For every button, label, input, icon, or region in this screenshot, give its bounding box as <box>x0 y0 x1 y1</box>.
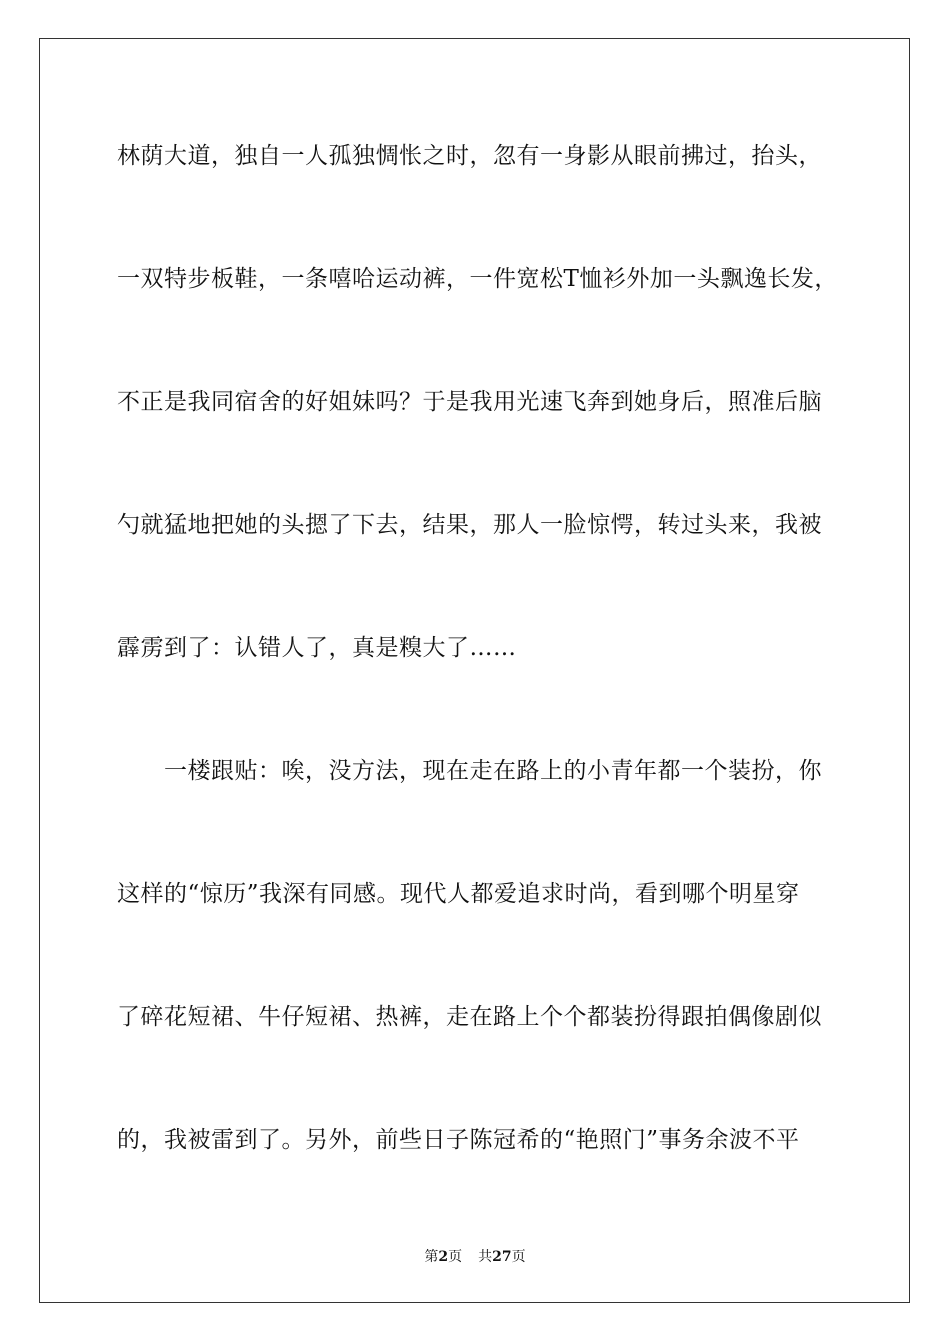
text-line-4: 勺就猛地把她的头摁了下去，结果，那人一脸惊愕，转过头来，我被 <box>117 512 822 538</box>
total-prefix: 共 <box>478 1249 493 1265</box>
document-body <box>117 126 837 1233</box>
text-line-6: 一楼跟贴：唉，没方法，现在走在路上的小青年都一个装扮，你 <box>117 758 822 784</box>
page-footer <box>0 1247 950 1267</box>
text-line-5: 霹雳到了：认错人了，真是糗大了…… <box>117 635 517 661</box>
text-line-1: 林荫大道，独自一人孤独惆怅之时，忽有一身影从眼前拂过，抬头， <box>117 143 822 169</box>
text-line-7: 这样的“惊历”我深有同感。现代人都爱追求时尚，看到哪个明星穿 <box>117 881 800 907</box>
total-pages: 27 <box>492 1249 512 1265</box>
text-line-8: 了碎花短裙、牛仔短裙、热裤，走在路上个个都装扮得跟拍偶像剧似 <box>117 1004 822 1030</box>
text-line-3: 不正是我同宿舍的好姐妹吗？于是我用光速飞奔到她身后，照准后脑 <box>117 389 822 415</box>
page-prefix: 第 <box>424 1249 439 1265</box>
total-suffix: 页 <box>511 1249 526 1265</box>
page-number: 2 <box>438 1249 449 1265</box>
text-line-2: 一双特步板鞋，一条嘻哈运动裤，一件宽松T恤衫外加一头飘逸长发， <box>117 266 838 292</box>
page-suffix: 页 <box>448 1249 463 1265</box>
text-line-9: 的，我被雷到了。另外，前些日子陈冠希的“艳照门”事务余波不平 <box>117 1127 800 1153</box>
